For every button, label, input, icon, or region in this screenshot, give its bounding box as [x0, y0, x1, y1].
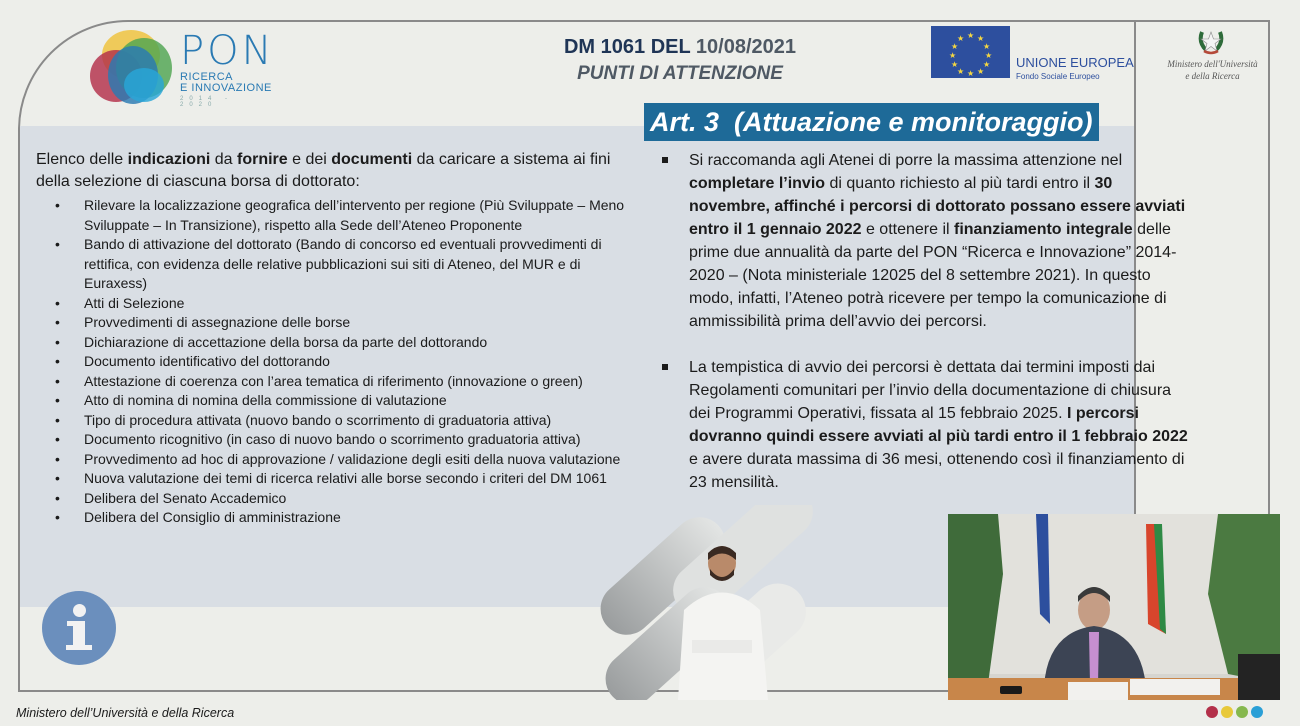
frame-right — [1268, 20, 1270, 580]
eu-logo-title: UNIONE EUROPEA — [1016, 55, 1134, 70]
intro-text: da caricare a sistema ai fini della selezione di ciascuna borsa di dottorato: — [36, 151, 611, 190]
intro-bold: documenti — [331, 151, 413, 168]
list-item: • Tipo di procedura attivata (nuovo bando o scorrimento di graduatoria attiva) — [55, 411, 625, 431]
article-point — [660, 149, 1190, 333]
pon-logo — [90, 28, 275, 108]
point-text: Si raccomanda agli Atenei di porre la massima attenzione nel — [689, 152, 1123, 169]
intro-text: da — [210, 151, 237, 168]
eu-logo-subtitle: Fondo Sociale Europeo — [1016, 72, 1100, 81]
dot-blue-icon — [1251, 706, 1263, 718]
list-item: • Rilevare la localizzazione geografica dell’intervento per regione (Più Sviluppate – Meno Sviluppate – In Transizione), rispetto alla Sede dell’Ateneo Proponente — [55, 196, 625, 235]
intro-text: e dei — [287, 151, 332, 168]
pon-logo-line2: E INNOVAZIONE — [180, 82, 272, 94]
frame-top-right — [1136, 20, 1270, 22]
pon-logo-years: 2014 - 2020 — [180, 96, 234, 108]
list-item: • Bando di attivazione del dottorato (Bando di concorso ed eventuali provvedimenti di rettifica, con evidenza delle relative pubblicazioni sui siti di Ateneo, del MUR e di Euraxess) — [55, 235, 625, 294]
slide-subtitle: PUNTI DI ATTENZIONE — [577, 63, 783, 84]
eu-flag-icon: ★ ★ ★ ★ ★ ★ ★ ★ ★ ★ ★ ★ — [931, 26, 1010, 78]
point-text: di quanto richiesto al più tardi entro il — [825, 175, 1095, 192]
list-item: • Nuova valutazione dei temi di ricerca relativi alle borse secondo i criteri del DM 1061 — [55, 469, 625, 489]
doctor-photo-illustration — [598, 505, 830, 700]
ministry-logo-text — [1155, 58, 1270, 82]
eu-logo-text — [1016, 55, 1134, 81]
pon-logo-title: PON — [180, 28, 275, 74]
point-text: delle prime due annualità da parte del PON “Ricerca e Innovazione” 2014-2020 – (Nota ministeriale 12025 del 8 settembre 2021). In questo modo, infatti, l’Ateneo potrà ricevere per tempo la comunicazione di ammissibilità prima dell’avvio dei percorsi. — [689, 221, 1177, 330]
article-points-list — [660, 149, 1190, 517]
left-intro — [36, 149, 626, 193]
ministry-logo-line1: Ministero dell'Università — [1167, 59, 1258, 69]
point-bold: 30 novembre, affinché i percorsi di dottorato possano essere avviati entro il 1 gennaio 2022 — [689, 175, 1186, 238]
intro-bold: indicazioni — [127, 151, 211, 168]
title-date: 10/08/2021 — [695, 36, 797, 58]
list-item: • Dichiarazione di accettazione della borsa da parte del dottorando — [55, 333, 625, 353]
pon-logo-circles-icon — [90, 28, 175, 108]
list-item: • Atto di nomina di nomina della commissione di valutazione — [55, 391, 625, 411]
brand-dots — [1206, 705, 1266, 723]
list-item: • Atti di Selezione — [55, 294, 625, 314]
title-prefix: DM 1061 DEL — [563, 36, 691, 58]
slide-title — [520, 36, 840, 59]
article-heading: Art. 3 (Attuazione e monitoraggio) — [644, 103, 1099, 141]
dot-red-icon — [1206, 706, 1218, 718]
point-bold: I percorsi dovranno quindi essere avviati al più tardi entro il 1 febbraio 2022 — [689, 405, 1188, 445]
point-bold: finanziamento integrale — [954, 221, 1133, 238]
intro-bold: fornire — [236, 151, 288, 168]
article-point — [660, 356, 1190, 494]
list-item: • Attestazione di coerenza con l’area tematica di riferimento (innovazione o green) — [55, 372, 625, 392]
dot-green-icon — [1236, 706, 1248, 718]
ministry-logo-line2: e della Ricerca — [1185, 71, 1240, 81]
info-icon — [42, 591, 116, 665]
list-item: • Documento ricognitivo (in caso di nuovo bando o scorrimento graduatoria attiva) — [55, 430, 625, 450]
pon-logo-line1: RICERCA — [180, 71, 234, 83]
list-item: • Delibera del Senato Accademico — [55, 489, 625, 509]
list-item: • Provvedimenti di assegnazione delle borse — [55, 313, 625, 333]
list-item: • Documento identificativo del dottorando — [55, 352, 625, 372]
dot-yellow-icon — [1221, 706, 1233, 718]
point-text: e ottenere il — [861, 221, 954, 238]
point-bold: completare l’invio — [689, 175, 826, 192]
footer-ministry: Ministero dell’Università e della Ricerca — [16, 706, 235, 720]
point-text: e avere durata massima di 36 mesi, ottenendo così il finanziamento di 23 mensilità. — [689, 451, 1185, 491]
italian-emblem-icon — [1196, 26, 1226, 56]
intro-text: Elenco delle — [36, 151, 128, 168]
list-item: • Provvedimento ad hoc di approvazione / validazione degli esiti della nuova valutazione — [55, 450, 625, 470]
slide-header — [520, 36, 840, 85]
documents-list — [55, 196, 625, 528]
point-text: La tempistica di avvio dei percorsi è dettata dai termini imposti dai Regolamenti comunitari per l’invio della documentazione di chiusura dei Programmi Operativi, fissata al 15 febbraio 2025. — [689, 359, 1172, 422]
list-item: • Delibera del Consiglio di amministrazione — [55, 508, 625, 528]
speaker-video-feed[interactable] — [948, 514, 1280, 700]
